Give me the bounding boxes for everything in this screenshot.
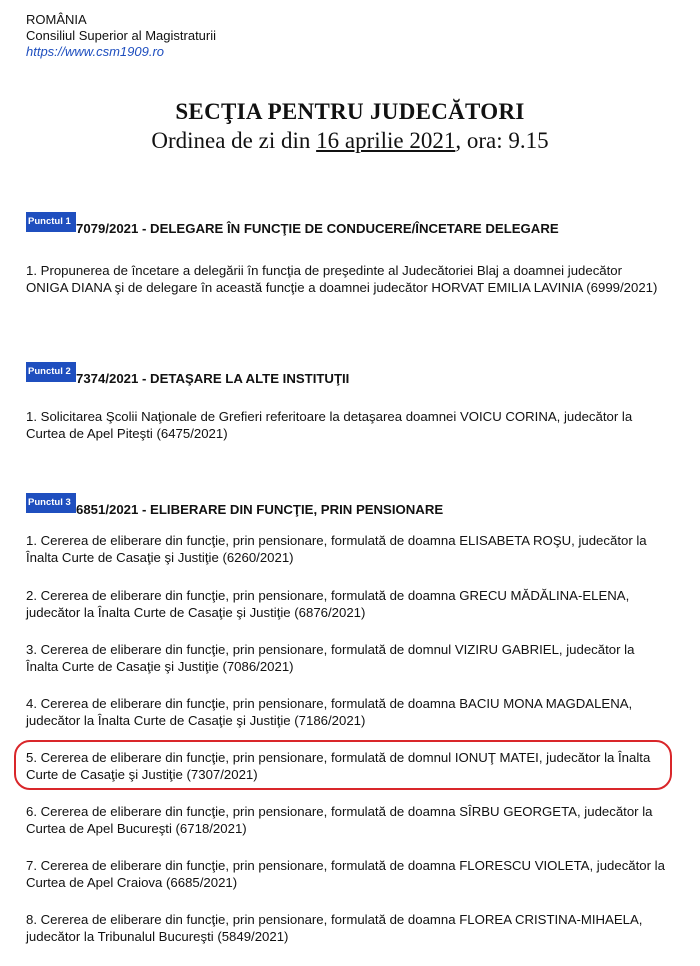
red-highlight-outline (14, 740, 672, 790)
section-heading (26, 362, 666, 388)
website-link[interactable]: https://www.csm1909.ro (26, 44, 164, 59)
section-heading (26, 212, 666, 238)
agenda-point-3 (26, 493, 666, 519)
list-item: 8. Cererea de eliberare din funcţie, prin pensionare, formulată de doamna FLOREA CRISTINA-MIHAELA, judecător la Tribunalul Bucureşti (5849/2021) (26, 912, 643, 944)
page-title: SECŢIA PENTRU JUDECĂTORI (175, 99, 525, 124)
agenda-subtitle (0, 126, 700, 156)
document-header (26, 12, 216, 60)
section-title: 6851/2021 - ELIBERARE DIN FUNCŢIE, PRIN PENSIONARE (76, 502, 444, 517)
section-heading (26, 493, 666, 519)
list-item: 6. Cererea de eliberare din funcţie, prin pensionare, formulată de doamna SÎRBU GEORGETA, judecător la Curtea de Apel Bucureşti (6718/2021) (26, 804, 653, 836)
subtitle-prefix: Ordinea de zi din (151, 128, 311, 153)
point-badge: Punctul 1 (26, 212, 76, 232)
agenda-point-2 (26, 362, 666, 442)
list-item: 1. Propunerea de încetare a delegării în funcţia de preşedinte al Judecătoriei Blaj a doamnei judecător ONIGA DIANA şi de delegare în această funcţie a doamnei judecător HORVAT EMILIA LAVINIA (6999/2021) (26, 263, 658, 295)
list-item: 2. Cererea de eliberare din funcţie, prin pensionare, formulată de doamna GRECU MĂDĂLINA-ELENA, judecător la Înalta Curte de Casaţie şi Justiţie (6876/2021) (26, 588, 630, 620)
point-badge: Punctul 2 (26, 362, 76, 382)
country-label: ROMÂNIA (26, 12, 87, 27)
point-badge: Punctul 3 (26, 493, 76, 513)
agenda-point-1 (26, 212, 666, 296)
list-item: 3. Cererea de eliberare din funcţie, prin pensionare, formulată de domnul VIZIRU GABRIEL, judecător la Înalta Curte de Casaţie şi Justiţie (7086/2021) (26, 642, 635, 674)
list-item: 7. Cererea de eliberare din funcţie, prin pensionare, formulată de doamna FLORESCU VIOLETA, judecător la Curtea de Apel Craiova (6685/2021) (26, 858, 665, 890)
section-title: 7079/2021 - DELEGARE ÎN FUNCŢIE DE CONDUCERE/ÎNCETARE DELEGARE (76, 221, 559, 236)
title-block (0, 98, 700, 156)
agenda-date: 16 aprilie 2021 (316, 128, 456, 153)
list-item: 1. Cererea de eliberare din funcţie, prin pensionare, formulată de doamna ELISABETA ROŞU, judecător la Înalta Curte de Casaţie şi Justiţie (6260/2021) (26, 533, 647, 565)
section-title: 7374/2021 - DETAŞARE LA ALTE INSTITUŢII (76, 371, 350, 386)
list-item: 4. Cererea de eliberare din funcţie, prin pensionare, formulată de doamna BACIU MONA MAGDALENA, judecător la Înalta Curte de Casaţie şi Justiţie (7186/2021) (26, 696, 633, 728)
list-item: 1. Solicitarea Şcolii Naţionale de Grefieri referitoare la detaşarea doamnei VOICU CORINA, judecător la Curtea de Apel Piteşti (6475/2021) (26, 409, 633, 441)
institution-name: Consiliul Superior al Magistraturii (26, 28, 217, 43)
subtitle-suffix: , ora: 9.15 (455, 128, 549, 153)
highlighted-list-item: 5. Cererea de eliberare din funcţie, prin pensionare, formulată de domnul IONUŢ MATEI, judecător la Înalta Curte de Casaţie şi Justiţie (7307/2021) (26, 750, 651, 782)
